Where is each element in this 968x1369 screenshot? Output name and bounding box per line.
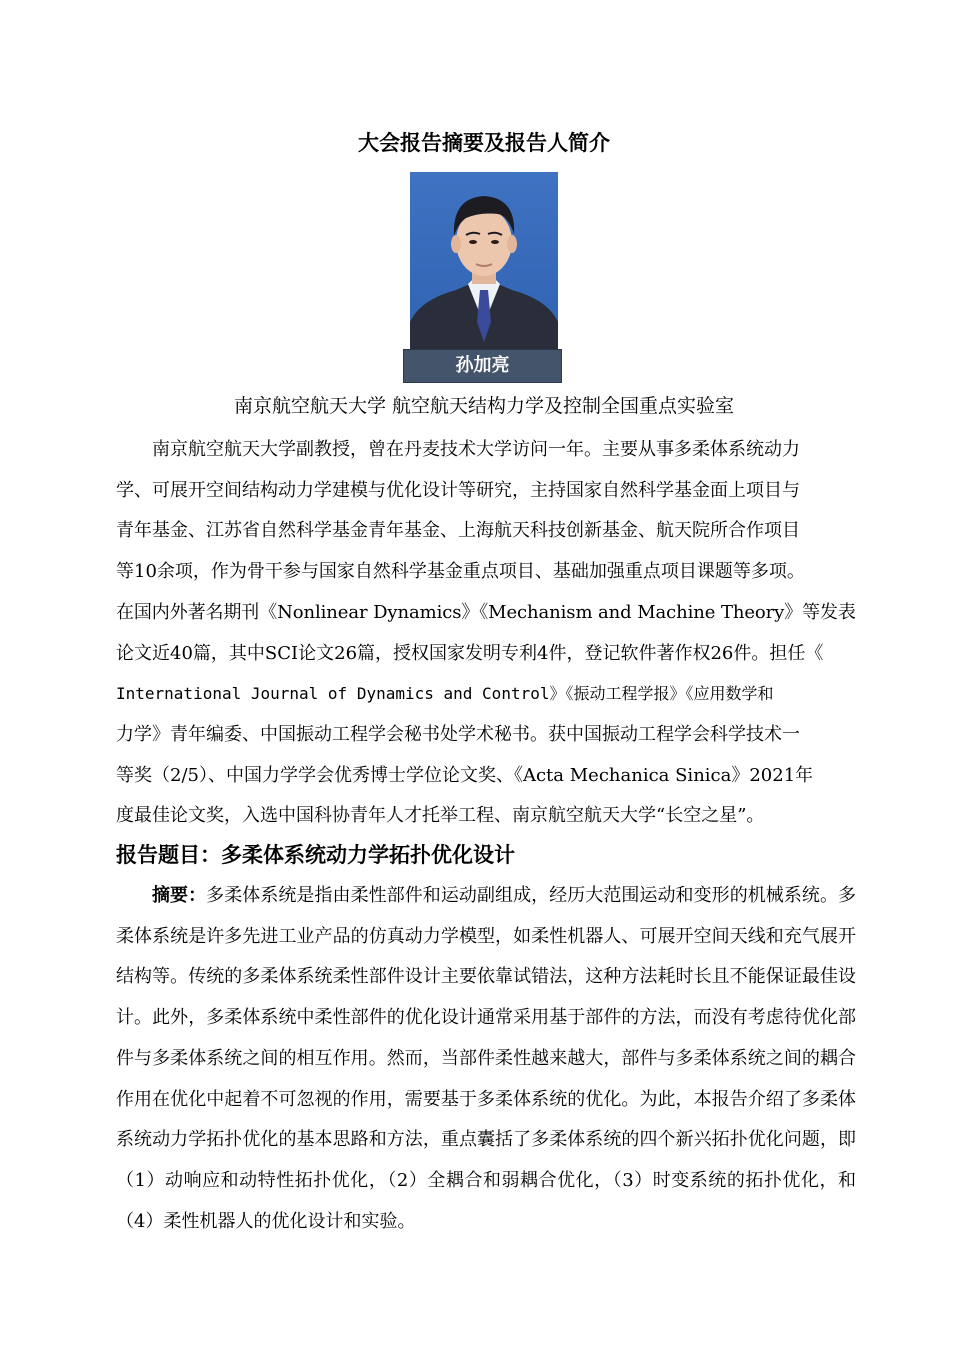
portrait-image (410, 172, 558, 352)
bio-line: 力学》青年编委、中国振动工程学会秘书处学术秘书。获中国振动工程学会科学技术一 (116, 723, 800, 745)
speaker-name: 孙加亮 (403, 349, 562, 383)
bio-line: 南京航空航天大学副教授，曾在丹麦技术大学访问一年。主要从事多柔体系统动力 (152, 439, 800, 460)
bio-line: 等10余项，作为骨干参与国家自然科学基金重点项目、基础加强重点项目课题等多项。 (116, 561, 805, 583)
bio-line: 论文近40篇，其中SCI论文26篇，授权国家发明专利4件，登记软件著作权26件。担任《 (116, 642, 824, 664)
bio-line: 等奖（2/5）、中国力学学会优秀博士学位论文奖、《Acta Mechanica Sinica》2021年 (116, 764, 814, 786)
report-title: 报告题目：多柔体系统动力学拓扑优化设计 (116, 842, 515, 867)
bio-line: 学、可展开空间结构动力学建模与优化设计等研究，主持国家自然科学基金面上项目与 (116, 479, 800, 501)
report-abstract (116, 876, 856, 1242)
bio-line: 青年基金、江苏省自然科学基金青年基金、上海航天科技创新基金、航天院所合作项目 (116, 520, 800, 542)
bio-line: 在国内外著名期刊《Nonlinear Dynamics》《Mechanism and Machine Theory》等发表 (116, 601, 856, 623)
abstract-label: 摘要： (152, 885, 207, 906)
page-title: 大会报告摘要及报告人简介 (358, 130, 610, 155)
bio-line: International Journal of Dynamics and Control》《振动工程学报》《应用数学和 (116, 684, 774, 704)
abstract-text: 多柔体系统是指由柔性部件和运动副组成，经历大范围运动和变形的机械系统。多柔体系统是许多先进工业产品的仿真动力学模型，如柔性机器人、可展开空间天线和充气展开结构等。传统的多柔体系统柔性部件设计主要依靠试错法，这种方法耗时长且不能保证最佳设计。此外，多柔体系统中柔性部件的优化设计通常采用基于部件的方法，而没有考虑待优化部件与多柔体系统之间的相互作用。然而，当部件柔性越来越大，部件与多柔体系统之间的耦合作用在优化中起着不可忽视的作用，需要基于多柔体系统的优化。为此，本报告介绍了多柔体系统动力学拓扑优化的基本思路和方法，重点囊括了多柔体系统的四个新兴拓扑优化问题，即（1）动响应和动特性拓扑优化，（2）全耦合和弱耦合优化，（3）时变系统的拓扑优化，和（4）柔性机器人的优化设计和实验。 (116, 885, 857, 1232)
bio-line: 度最佳论文奖，入选中国科协青年人才托举工程、南京航空航天大学“长空之星”。 (116, 805, 765, 827)
speaker-photo (410, 172, 558, 352)
speaker-affiliation: 南京航空航天大学 航空航天结构力学及控制全国重点实验室 (233, 395, 735, 417)
speaker-bio (116, 430, 856, 837)
